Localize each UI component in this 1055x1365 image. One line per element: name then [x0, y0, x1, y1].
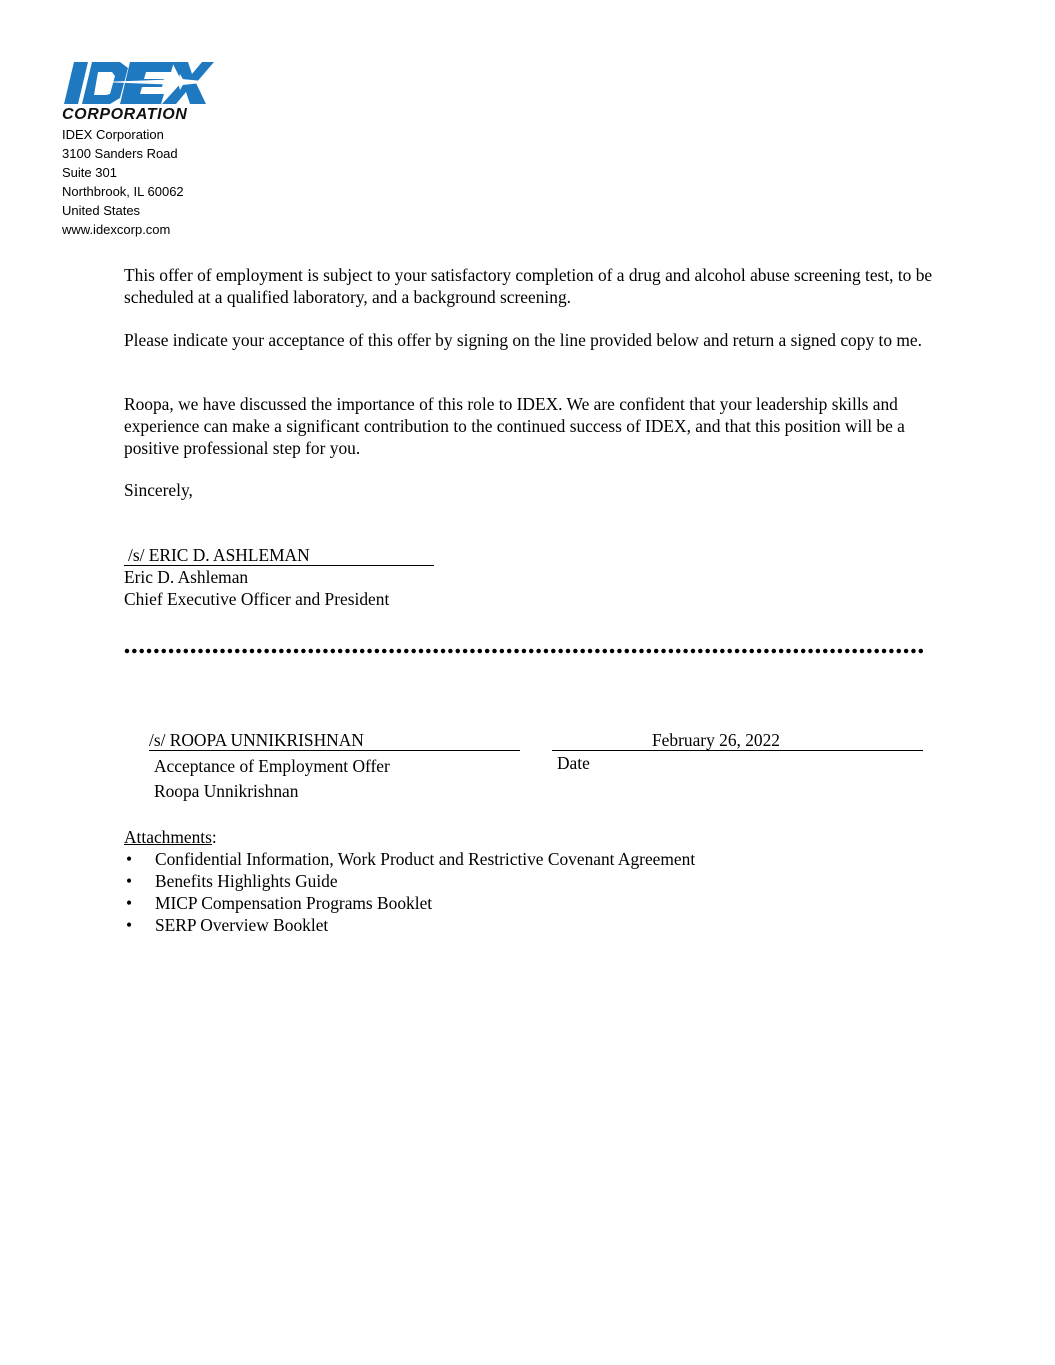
- company-address: [62, 125, 184, 239]
- logo-wordmark: CORPORATION: [62, 106, 188, 123]
- bullet-icon: •: [126, 849, 133, 869]
- address-suite: Suite 301: [62, 165, 117, 180]
- list-item: [124, 892, 695, 914]
- sender-signature: /s/ ERIC D. ASHLEMAN: [128, 545, 310, 565]
- address-street: 3100 Sanders Road: [62, 146, 178, 161]
- idex-logo-icon: [62, 62, 214, 106]
- sender-title: Chief Executive Officer and President: [124, 589, 390, 609]
- address-country: United States: [62, 203, 141, 218]
- address-city: Northbrook, IL 60062: [62, 184, 184, 199]
- date-line: [552, 730, 923, 751]
- list-item: [124, 870, 695, 892]
- attachments-heading-colon: :: [211, 827, 217, 847]
- bullet-icon: •: [126, 893, 133, 913]
- attachments-heading: [124, 826, 217, 848]
- attachment-label: MICP Compensation Programs Booklet: [155, 893, 433, 913]
- attachments-list: [124, 848, 695, 936]
- attachment-label: Benefits Highlights Guide: [155, 871, 338, 891]
- bullet-icon: •: [126, 915, 133, 935]
- paragraph-screening: This offer of employment is subject to your satisfactory completion of a drug and alcohol abuse screening test, to be scheduled at a qualified laboratory, and a background screening.: [124, 265, 933, 307]
- acceptance-signature: /s/ ROOPA UNNIKRISHNAN: [149, 730, 364, 750]
- attachment-label: Confidential Information, Work Product and Restrictive Covenant Agreement: [155, 849, 696, 869]
- attachments-heading-text: Attachments: [124, 827, 212, 847]
- attachment-label: SERP Overview Booklet: [155, 915, 329, 935]
- paragraph-role-importance: Roopa, we have discussed the importance of this role to IDEX. We are confident that your leadership skills and experience can make a significant contribution to the continued success of IDEX, and that this position will be a positive professional step for you.: [124, 394, 905, 458]
- acceptance-label: Acceptance of Employment Offer: [154, 756, 390, 776]
- bullet-icon: •: [126, 871, 133, 891]
- closing: Sincerely,: [124, 480, 193, 500]
- acceptance-signature-line: [149, 730, 520, 751]
- idex-logo: [62, 62, 214, 124]
- dotted-separator-graphic: [124, 642, 930, 656]
- acceptance-name: Roopa Unnikrishnan: [154, 781, 299, 801]
- address-website: www.idexcorp.com: [62, 222, 171, 237]
- sender-name: Eric D. Ashleman: [124, 567, 249, 587]
- sender-signature-line: [124, 545, 434, 566]
- list-item: [124, 914, 695, 936]
- address-company: IDEX Corporation: [62, 127, 164, 142]
- date-label: Date: [557, 753, 590, 773]
- dotted-separator: [124, 642, 930, 656]
- acceptance-date: February 26, 2022: [652, 730, 780, 750]
- paragraph-acceptance-instructions: Please indicate your acceptance of this offer by signing on the line provided below and return a signed copy to me.: [124, 330, 922, 350]
- list-item: [124, 848, 695, 870]
